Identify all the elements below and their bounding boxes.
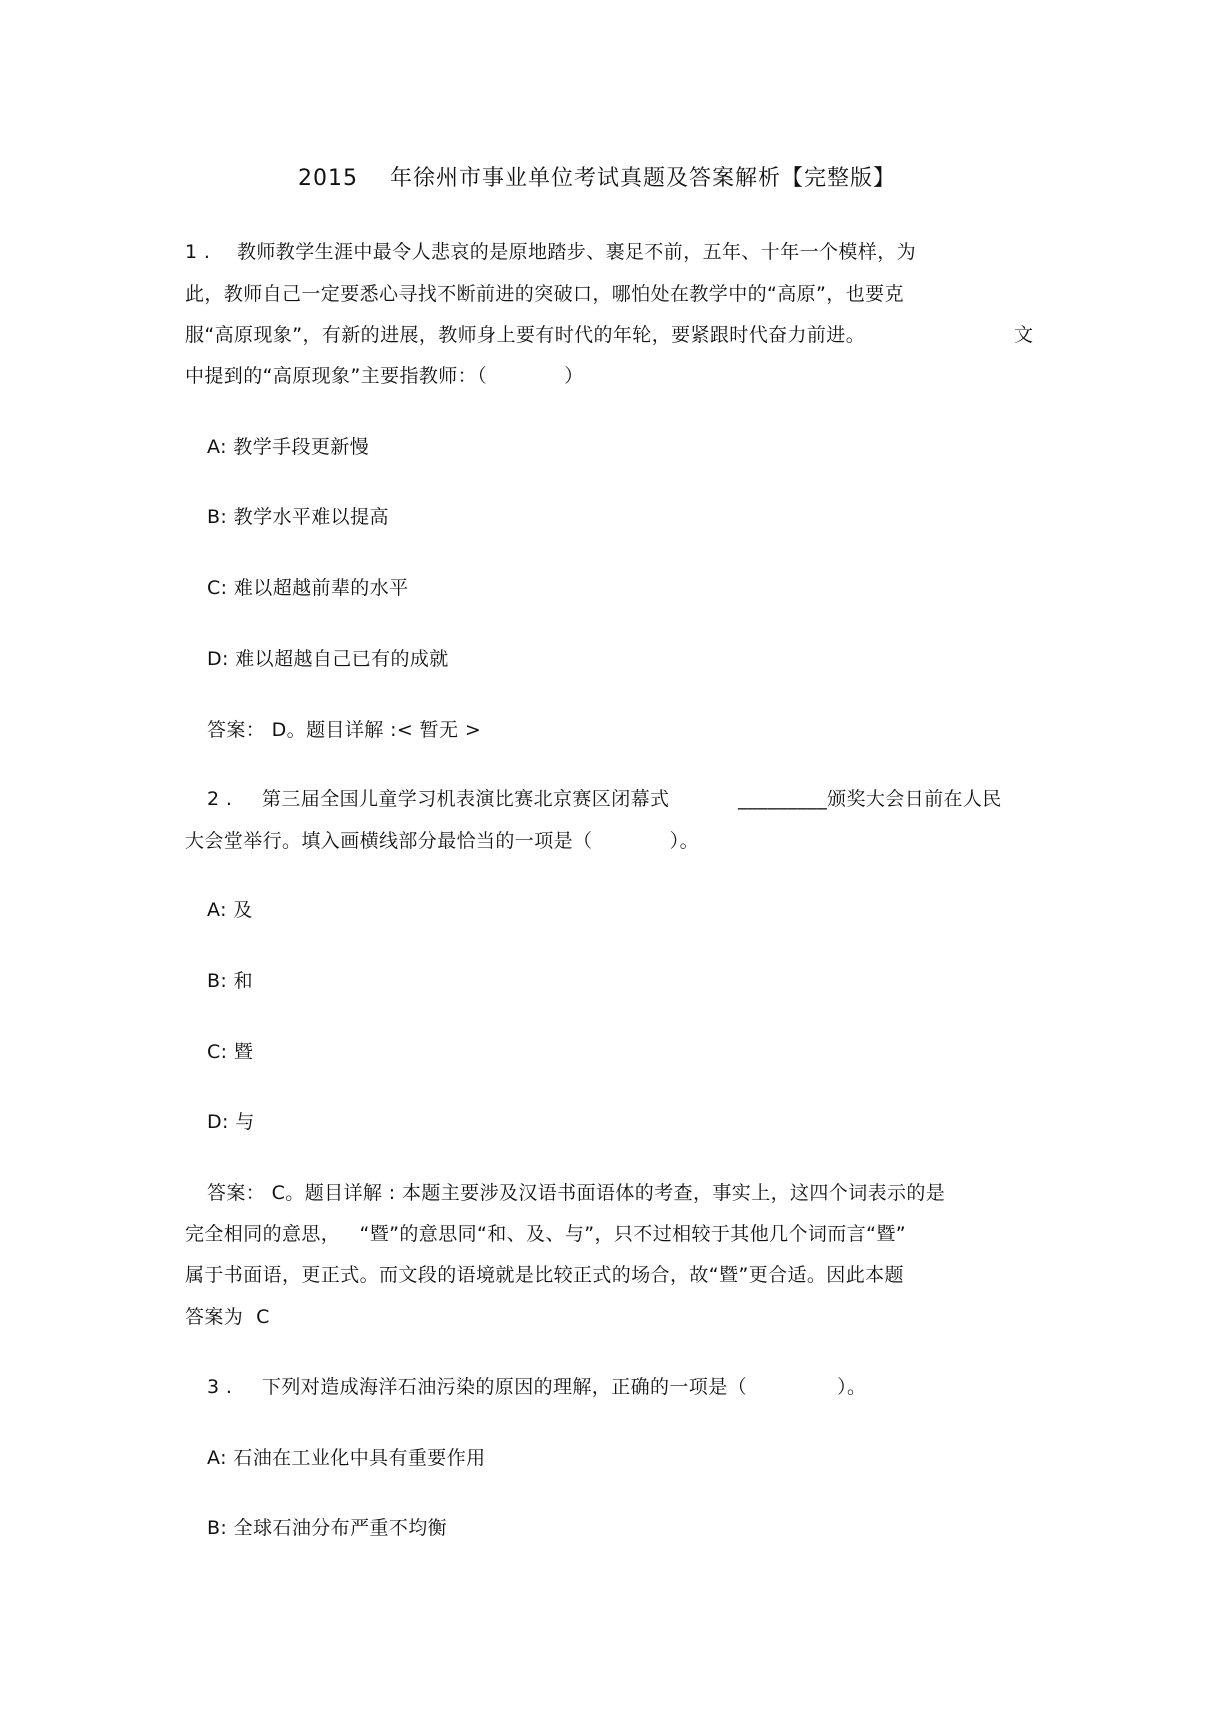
question-2-answer-line-4: 答案为 C	[185, 1306, 270, 1328]
question-2-option-a: A: 及	[207, 899, 253, 921]
question-1-option-b: B: 教学水平难以提高	[207, 506, 389, 528]
question-2-answer-line-2: 完全相同的意思， “暨”的意思同“和、及、与”，只不过相较于其他几个词而言“暨”	[185, 1223, 906, 1245]
question-1-stem-line-2: 此，教师自己一定要悉心寻找不断前进的突破口，哪怕处在教学中的“高原”，也要克	[185, 283, 904, 305]
page-title	[298, 167, 896, 191]
question-2-stem-line-2: 大会堂举行。填入画横线部分最恰当的一项是（ ）。	[185, 830, 699, 852]
question-1-option-c: C: 难以超越前辈的水平	[207, 577, 409, 599]
question-3-option-a: A: 石油在工业化中具有重要作用	[207, 1447, 486, 1469]
question-1-stem-text-1: 教师教学生涯中最令人悲哀的是原地踏步、裹足不前，五年、十年一个模样，为	[237, 241, 917, 263]
question-2-answer-line-1: 答案： C。题目详解 : 本题主要涉及汉语书面语体的考查，事实上，这四个词表示的是	[207, 1182, 946, 1204]
question-2-stem-text-1: 第三届全国儿童学习机表演比赛北京赛区闭幕式	[262, 788, 670, 810]
question-1-option-d: D: 难以超越自己已有的成就	[207, 648, 449, 670]
question-2-option-b: B: 和	[207, 970, 254, 992]
question-3-stem-text-1: 下列对造成海洋石油污染的原因的理解，正确的一项是（ ）。	[262, 1376, 867, 1398]
question-1-stem-line-1	[185, 240, 916, 264]
question-1-stem-line-3-tail: 文	[1014, 324, 1034, 346]
question-1-option-a: A: 教学手段更新慢	[207, 436, 370, 458]
question-1-stem-line-3: 服“高原现象”，有新的进展，教师身上要有时代的年轮，要紧跟时代奋力前进。	[185, 324, 866, 346]
question-2-option-c: C: 暨	[207, 1041, 254, 1063]
question-2-stem-blank: _________颁奖大会日前在人民	[738, 788, 1002, 810]
question-3-stem-line-1	[207, 1375, 866, 1399]
title-text: 年徐州市事业单位考试真题及答案解析【完整版】	[389, 166, 896, 191]
question-3-option-b: B: 全球石油分布严重不均衡	[207, 1517, 448, 1539]
title-year: 2015	[298, 166, 358, 191]
question-2-answer-line-3: 属于书面语，更正式。而文段的语境就是比较正式的场合，故“暨”更合适。因此本题	[185, 1264, 904, 1286]
question-2-stem-line-1	[207, 787, 669, 811]
question-2-number: 2 .	[207, 788, 233, 810]
question-2-option-d: D: 与	[207, 1111, 255, 1133]
question-1-answer: 答案： D。题目详解 :< 暂无 >	[207, 719, 482, 741]
question-1-stem-line-4: 中提到的“高原现象”主要指教师：（ ）	[185, 365, 584, 387]
question-3-number: 3 .	[207, 1376, 233, 1398]
question-1-number: 1 .	[185, 241, 211, 263]
